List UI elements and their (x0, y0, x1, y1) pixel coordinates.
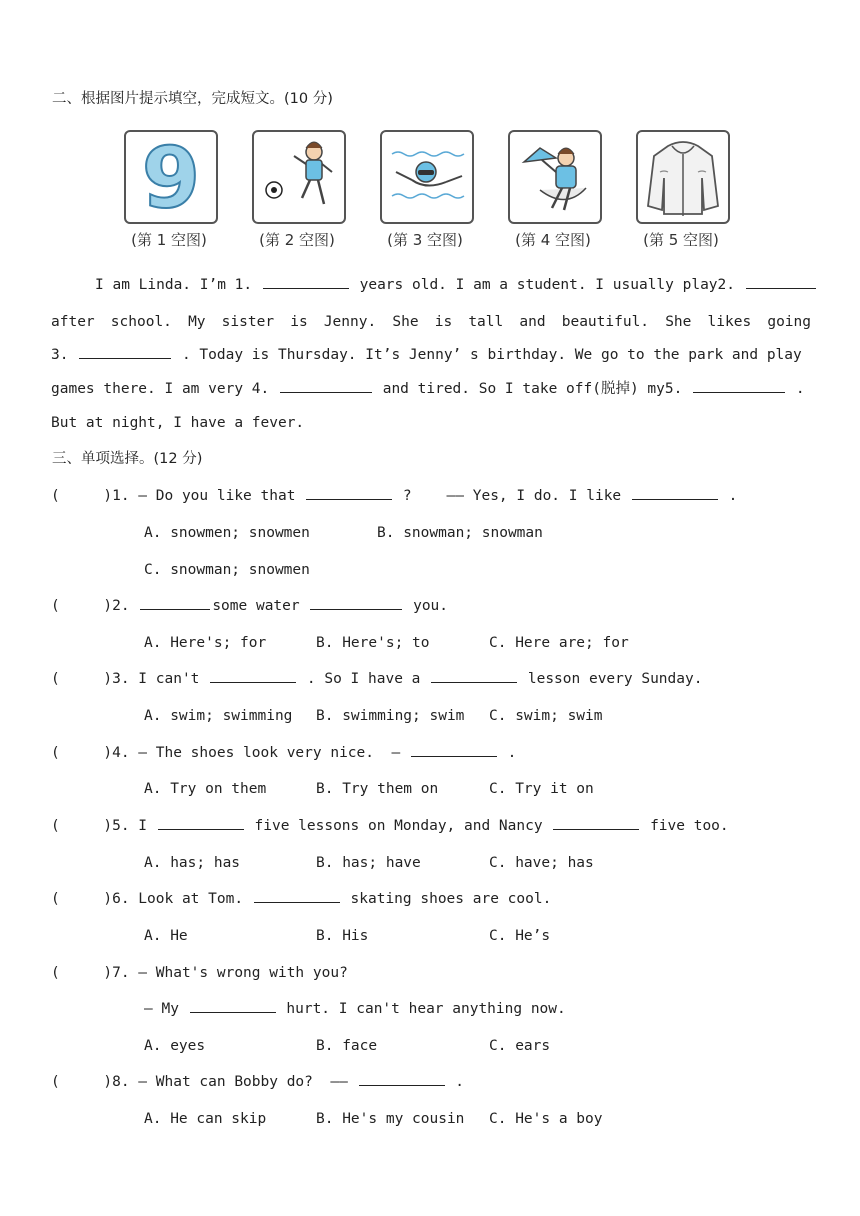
option-c[interactable]: C. swim; swim (489, 708, 603, 724)
option-b[interactable]: B. He's my cousin (316, 1111, 465, 1127)
answer-blank[interactable] (306, 486, 392, 500)
question-7-reply: — My hurt. I can't hear anything now. (144, 1001, 566, 1017)
answer-blank[interactable] (746, 275, 816, 289)
section3-heading: 三、单项选择。(12 分) (52, 451, 203, 467)
option-a[interactable]: A. has; has (144, 855, 241, 871)
option-a[interactable]: A. He (144, 928, 188, 944)
option-c[interactable]: C. have; has (489, 855, 594, 871)
option-b[interactable]: B. His (316, 928, 369, 944)
answer-paren[interactable]: ( ) (51, 891, 113, 907)
jacket-icon (636, 130, 730, 224)
option-a[interactable]: A. snowmen; snowmen (144, 525, 310, 541)
passage-line: 3. . Today is Thursday. It’s Jenny’ s birthday. We go to the park and play (51, 347, 802, 363)
answer-paren[interactable]: ( ) (51, 965, 113, 981)
picture-caption: (第 5 空图) (643, 231, 719, 249)
option-a[interactable]: A. Try on them (144, 781, 267, 797)
answer-blank[interactable] (359, 1072, 445, 1086)
girl-with-fan-icon (508, 130, 602, 224)
option-b[interactable]: B. snowman; snowman (377, 525, 543, 541)
picture-caption: (第 3 空图) (387, 231, 463, 249)
option-a[interactable]: A. Here's; for (144, 635, 267, 651)
answer-blank[interactable] (693, 379, 785, 393)
question-3: ( )3. I can't . So I have a lesson every Sunday. (51, 671, 703, 687)
answer-blank[interactable] (431, 669, 517, 683)
option-c[interactable]: C. ears (489, 1038, 551, 1054)
picture-caption: (第 4 空图) (515, 231, 591, 249)
svg-text:9: 9 (141, 132, 201, 222)
picture-caption: (第 1 空图) (131, 231, 207, 249)
option-c[interactable]: C. Here are; for (489, 635, 629, 651)
answer-blank[interactable] (254, 889, 340, 903)
answer-blank[interactable] (310, 596, 402, 610)
answer-paren[interactable]: ( ) (51, 818, 113, 834)
option-b[interactable]: B. swimming; swim (316, 708, 465, 724)
answer-paren[interactable]: ( ) (51, 598, 113, 614)
answer-blank[interactable] (280, 379, 372, 393)
answer-paren[interactable]: ( ) (51, 1074, 113, 1090)
picture-caption: (第 2 空图) (259, 231, 335, 249)
answer-paren[interactable]: ( ) (51, 488, 113, 504)
answer-blank[interactable] (210, 669, 296, 683)
option-c[interactable]: C. He’s (489, 928, 551, 944)
answer-blank[interactable] (411, 743, 497, 757)
option-c[interactable]: C. He's a boy (489, 1111, 603, 1127)
option-c[interactable]: C. Try it on (489, 781, 594, 797)
question-6: ( )6. Look at Tom. skating shoes are cool. (51, 891, 552, 907)
swimmer-icon (380, 130, 474, 224)
answer-blank[interactable] (140, 596, 210, 610)
question-5: ( )5. I five lessons on Monday, and Nancy five too. (51, 818, 729, 834)
option-b[interactable]: B. has; have (316, 855, 421, 871)
option-b[interactable]: B. Try them on (316, 781, 439, 797)
option-c[interactable]: C. snowman; snowmen (144, 562, 310, 578)
number-nine-icon (124, 130, 218, 224)
question-1: ( )1. — Do you like that ? —— Yes, I do. I like . (51, 488, 738, 504)
answer-blank[interactable] (79, 345, 171, 359)
option-b[interactable]: B. face (316, 1038, 378, 1054)
passage-line: I am Linda. I’m 1. years old. I am a student. I usually play2. (95, 275, 818, 295)
answer-blank[interactable] (158, 816, 244, 830)
question-8: ( )8. — What can Bobby do? —— . (51, 1074, 465, 1090)
answer-paren[interactable]: ( ) (51, 671, 113, 687)
passage-line: games there. I am very 4. and tired. So I take off(脱掉) my5. . (51, 381, 805, 397)
answer-blank[interactable] (553, 816, 639, 830)
answer-blank[interactable] (190, 999, 276, 1013)
section2-heading: 二、根据图片提示填空，完成短文。(10 分) (52, 91, 333, 107)
picture-hints (118, 130, 758, 255)
answer-blank[interactable] (632, 486, 718, 500)
passage-line: But at night, I have a fever. (51, 415, 305, 431)
question-2: ( )2. some water you. (51, 598, 449, 614)
option-a[interactable]: A. swim; swimming (144, 708, 293, 724)
question-7: ( )7. — What's wrong with you? (51, 965, 348, 981)
answer-blank[interactable] (263, 275, 349, 289)
option-a[interactable]: A. eyes (144, 1038, 206, 1054)
option-a[interactable]: A. He can skip (144, 1111, 267, 1127)
option-b[interactable]: B. Here's; to (316, 635, 430, 651)
girl-kicking-ball-icon (252, 130, 346, 224)
answer-paren[interactable]: ( ) (51, 745, 113, 761)
question-4: ( )4. — The shoes look very nice. — . (51, 745, 517, 761)
passage-line: after school. My sister is Jenny. She is tall and beautiful. She likes going (51, 314, 811, 330)
